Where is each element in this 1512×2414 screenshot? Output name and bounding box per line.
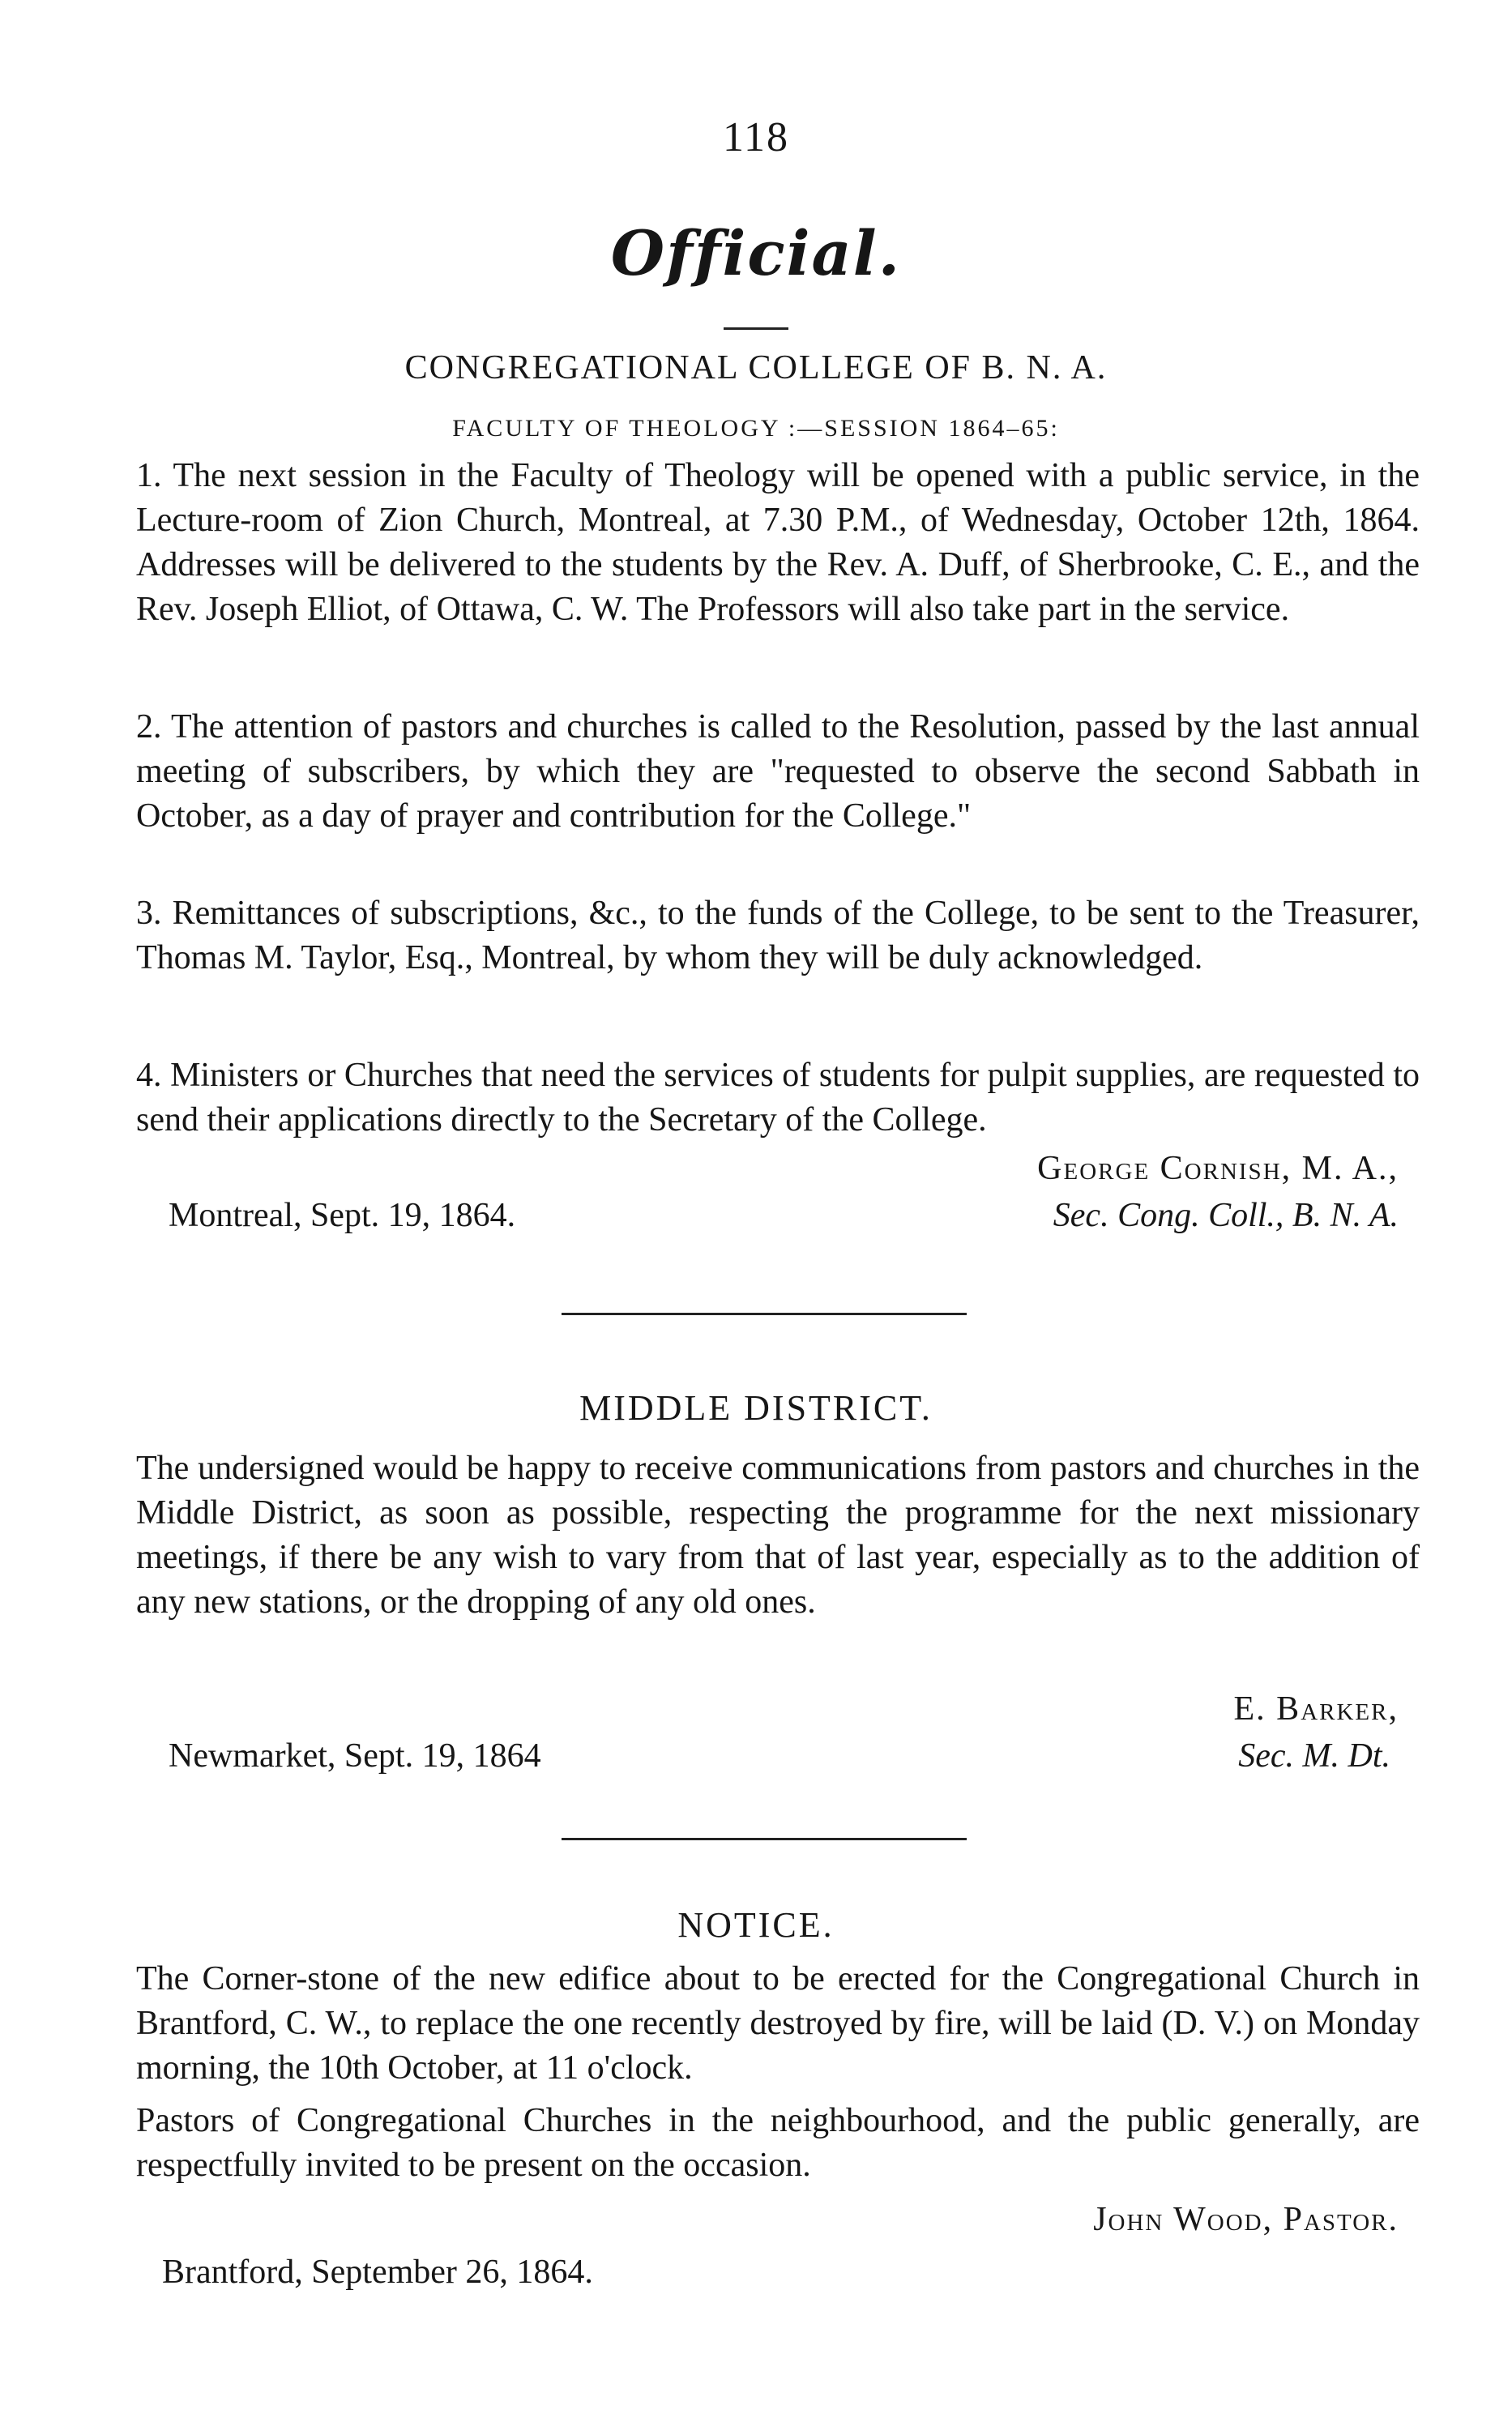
college-title: CONGREGATIONAL COLLEGE OF B. N. A. bbox=[404, 349, 1108, 387]
short-rule bbox=[724, 327, 788, 330]
middle-district-title: MIDDLE DISTRICT. bbox=[579, 1388, 933, 1428]
college-signatory-name: George Cornish, M. A., bbox=[1037, 1150, 1399, 1187]
notice-paragraph-2: Pastors of Congregational Churches in the neighbourhood, and the public generally, are respectfully invited to be present on the occasion. bbox=[136, 2102, 1420, 2184]
college-paragraph-4: 4. Ministers or Churches that need the services of students for pulpit supplies, are requested to send their applications directly to the Secretary of the College. bbox=[136, 1057, 1420, 1139]
notice-title: NOTICE. bbox=[677, 1905, 835, 1945]
middle-district-paragraph: The undersigned would be happy to receive communications from pastors and churches in the Middle District, as soon as possible, respecting the programme for the next missionary meetings, if there be any wish to vary from that of last year, especially as to the addition of any new stations, or the dropping of any old ones. bbox=[136, 1450, 1420, 1621]
notice-signatory: John Wood, Pastor. bbox=[1093, 2201, 1399, 2238]
college-signatory-title: Sec. Cong. Coll., B. N. A. bbox=[1053, 1197, 1399, 1234]
page-number: 118 bbox=[722, 114, 790, 160]
college-subtitle: FACULTY OF THEOLOGY :—SESSION 1864–65: bbox=[452, 415, 1060, 442]
middle-district-signatory-name: E. Barker, bbox=[1233, 1690, 1399, 1728]
notice-place-date: Brantford, September 26, 1864. bbox=[162, 2254, 593, 2291]
section-divider bbox=[562, 1838, 967, 1840]
middle-district-place-date: Newmarket, Sept. 19, 1864 bbox=[169, 1737, 541, 1775]
college-paragraph-1: 1. The next session in the Faculty of Theology will be opened with a public service, in the Lecture-room of Zion Church, Montreal, at 7.30 P.M., of Wednesday, October 12th, 1864. Addresses will be delivered to the students by the Rev. A. Duff, of Sherbrooke, C. E., and the Rev. Joseph Elliot, of Ottawa, C. W. The Professors will also take part in the service. bbox=[136, 457, 1420, 628]
college-place-date: Montreal, Sept. 19, 1864. bbox=[169, 1197, 516, 1234]
section-divider bbox=[562, 1313, 967, 1315]
section-heading: Official. bbox=[610, 217, 902, 289]
notice-paragraph-1: The Corner-stone of the new edifice about to be erected for the Congregational Church in Brantford, C. W., to replace the one recently destroyed by fire, will be laid (D. V.) on Monday morning, the 10th October, at 11 o'clock. bbox=[136, 1960, 1420, 2087]
college-paragraph-3: 3. Remittances of subscriptions, &c., to the funds of the College, to be sent to the Treasurer, Thomas M. Taylor, Esq., Montreal, by whom they will be duly acknowledged. bbox=[136, 895, 1420, 976]
college-paragraph-2: 2. The attention of pastors and churches is called to the Resolution, passed by the last annual meeting of subscribers, by which they are "requested to observe the second Sabbath in October, as a day of prayer and contribution for the College." bbox=[136, 708, 1420, 835]
middle-district-signatory-title: Sec. M. Dt. bbox=[1238, 1737, 1390, 1775]
